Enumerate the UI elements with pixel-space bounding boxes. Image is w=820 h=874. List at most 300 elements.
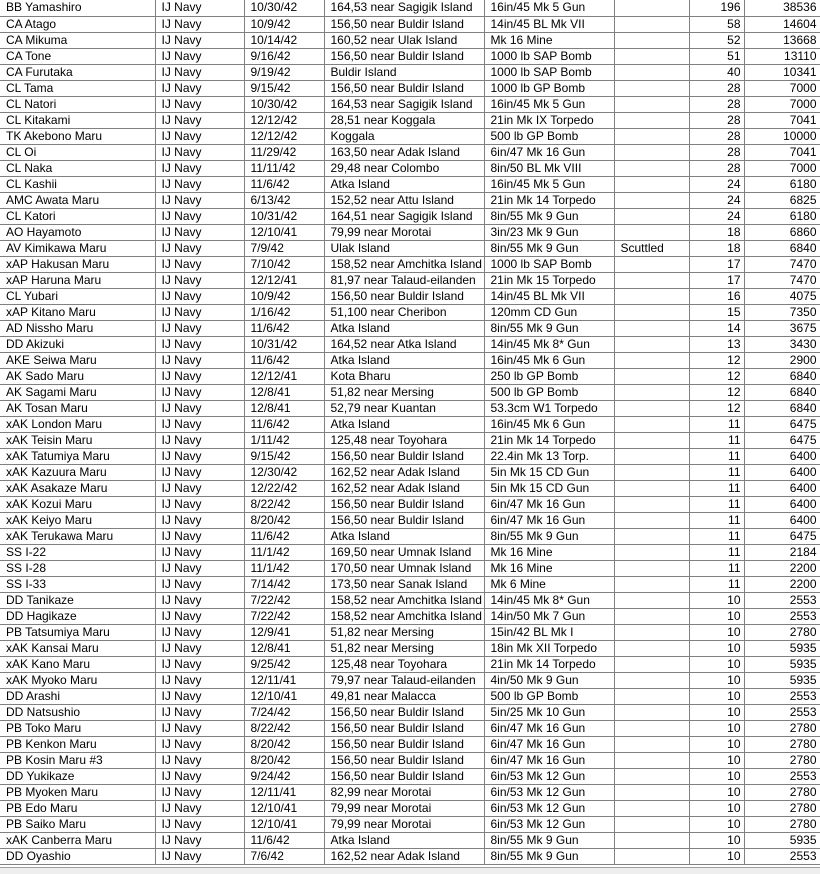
cell-tonnage[interactable]: 6475: [744, 528, 820, 544]
cell-note[interactable]: [614, 624, 689, 640]
cell-nation[interactable]: IJ Navy: [155, 320, 244, 336]
cell-points[interactable]: 11: [689, 480, 744, 496]
cell-weapon[interactable]: 14in/45 BL Mk VII: [484, 288, 614, 304]
cell-points[interactable]: 40: [689, 64, 744, 80]
cell-nation[interactable]: IJ Navy: [155, 288, 244, 304]
table-row[interactable]: [0, 480, 820, 496]
cell-note[interactable]: [614, 576, 689, 592]
table-row[interactable]: [0, 608, 820, 624]
cell-points[interactable]: 10: [689, 832, 744, 848]
cell-note[interactable]: [614, 96, 689, 112]
cell-points[interactable]: 10: [689, 768, 744, 784]
cell-name[interactable]: DD Arashi: [0, 688, 155, 704]
cell-tonnage[interactable]: 6840: [744, 384, 820, 400]
cell-nation[interactable]: IJ Navy: [155, 576, 244, 592]
cell-weapon[interactable]: 6in/53 Mk 12 Gun: [484, 816, 614, 832]
cell-note[interactable]: [614, 224, 689, 240]
cell-location[interactable]: 163,50 near Adak Island: [324, 144, 484, 160]
cell-note[interactable]: [614, 656, 689, 672]
cell-points[interactable]: 17: [689, 256, 744, 272]
cell-nation[interactable]: IJ Navy: [155, 112, 244, 128]
cell-tonnage[interactable]: 5935: [744, 832, 820, 848]
cell-note[interactable]: [614, 672, 689, 688]
cell-tonnage[interactable]: 7041: [744, 112, 820, 128]
cell-tonnage[interactable]: 2780: [744, 784, 820, 800]
table-row[interactable]: [0, 816, 820, 832]
cell-nation[interactable]: IJ Navy: [155, 144, 244, 160]
cell-date[interactable]: 12/12/42: [244, 112, 324, 128]
table-row[interactable]: [0, 736, 820, 752]
cell-points[interactable]: 18: [689, 224, 744, 240]
cell-name[interactable]: DD Natsushio: [0, 704, 155, 720]
cell-points[interactable]: 24: [689, 192, 744, 208]
cell-date[interactable]: 12/30/42: [244, 464, 324, 480]
cell-date[interactable]: 9/16/42: [244, 48, 324, 64]
cell-weapon[interactable]: 16in/45 Mk 6 Gun: [484, 352, 614, 368]
cell-location[interactable]: 51,82 near Mersing: [324, 384, 484, 400]
cell-location[interactable]: Ulak Island: [324, 240, 484, 256]
table-row[interactable]: [0, 272, 820, 288]
cell-name[interactable]: xAK Kano Maru: [0, 656, 155, 672]
cell-location[interactable]: Koggala: [324, 128, 484, 144]
table-row[interactable]: [0, 368, 820, 384]
cell-date[interactable]: 7/22/42: [244, 608, 324, 624]
table-row[interactable]: [0, 800, 820, 816]
cell-points[interactable]: 10: [689, 608, 744, 624]
cell-weapon[interactable]: 1000 lb SAP Bomb: [484, 256, 614, 272]
cell-location[interactable]: 51,100 near Cheribon: [324, 304, 484, 320]
cell-note[interactable]: [614, 128, 689, 144]
cell-location[interactable]: 158,52 near Amchitka Island: [324, 592, 484, 608]
cell-nation[interactable]: IJ Navy: [155, 448, 244, 464]
cell-date[interactable]: 10/14/42: [244, 32, 324, 48]
cell-tonnage[interactable]: 6400: [744, 496, 820, 512]
cell-name[interactable]: xAK Canberra Maru: [0, 832, 155, 848]
cell-points[interactable]: 13: [689, 336, 744, 352]
cell-tonnage[interactable]: 5935: [744, 656, 820, 672]
cell-nation[interactable]: IJ Navy: [155, 416, 244, 432]
cell-location[interactable]: Atka Island: [324, 320, 484, 336]
cell-date[interactable]: 11/11/42: [244, 160, 324, 176]
cell-nation[interactable]: IJ Navy: [155, 208, 244, 224]
cell-name[interactable]: AK Sagami Maru: [0, 384, 155, 400]
table-row[interactable]: [0, 784, 820, 800]
cell-name[interactable]: CL Kashii: [0, 176, 155, 192]
cell-nation[interactable]: IJ Navy: [155, 512, 244, 528]
cell-note[interactable]: [614, 704, 689, 720]
cell-location[interactable]: 156,50 near Buldir Island: [324, 16, 484, 32]
cell-date[interactable]: 9/15/42: [244, 448, 324, 464]
cell-weapon[interactable]: 1000 lb SAP Bomb: [484, 48, 614, 64]
cell-date[interactable]: 12/12/41: [244, 272, 324, 288]
cell-date[interactable]: 7/22/42: [244, 592, 324, 608]
cell-points[interactable]: 52: [689, 32, 744, 48]
cell-date[interactable]: 8/22/42: [244, 496, 324, 512]
table-row[interactable]: [0, 256, 820, 272]
cell-date[interactable]: 7/9/42: [244, 240, 324, 256]
cell-note[interactable]: [614, 0, 689, 16]
cell-weapon[interactable]: 6in/47 Mk 16 Gun: [484, 736, 614, 752]
cell-location[interactable]: 170,50 near Umnak Island: [324, 560, 484, 576]
cell-tonnage[interactable]: 7470: [744, 256, 820, 272]
cell-name[interactable]: xAK London Maru: [0, 416, 155, 432]
cell-points[interactable]: 11: [689, 544, 744, 560]
cell-tonnage[interactable]: 6400: [744, 512, 820, 528]
cell-points[interactable]: 10: [689, 720, 744, 736]
cell-weapon[interactable]: Mk 16 Mine: [484, 32, 614, 48]
cell-location[interactable]: Kota Bharu: [324, 368, 484, 384]
cell-note[interactable]: [614, 304, 689, 320]
cell-location[interactable]: 29,48 near Colombo: [324, 160, 484, 176]
cell-weapon[interactable]: 250 lb GP Bomb: [484, 368, 614, 384]
cell-name[interactable]: xAK Kansai Maru: [0, 640, 155, 656]
cell-location[interactable]: 51,82 near Mersing: [324, 640, 484, 656]
cell-points[interactable]: 12: [689, 368, 744, 384]
cell-tonnage[interactable]: 2780: [744, 736, 820, 752]
cell-name[interactable]: CA Furutaka: [0, 64, 155, 80]
cell-weapon[interactable]: Mk 16 Mine: [484, 560, 614, 576]
cell-points[interactable]: 14: [689, 320, 744, 336]
cell-name[interactable]: AD Nissho Maru: [0, 320, 155, 336]
cell-points[interactable]: 12: [689, 400, 744, 416]
cell-name[interactable]: xAK Myoko Maru: [0, 672, 155, 688]
cell-note[interactable]: [614, 256, 689, 272]
cell-date[interactable]: 12/10/41: [244, 816, 324, 832]
cell-note[interactable]: Scuttled: [614, 240, 689, 256]
cell-weapon[interactable]: 14in/45 Mk 8* Gun: [484, 592, 614, 608]
table-row[interactable]: [0, 240, 820, 256]
cell-date[interactable]: 11/6/42: [244, 176, 324, 192]
table-row[interactable]: [0, 832, 820, 848]
cell-date[interactable]: 11/6/42: [244, 416, 324, 432]
cell-name[interactable]: DD Tanikaze: [0, 592, 155, 608]
table-row[interactable]: [0, 528, 820, 544]
cell-location[interactable]: 158,52 near Amchitka Island: [324, 256, 484, 272]
cell-nation[interactable]: IJ Navy: [155, 304, 244, 320]
cell-nation[interactable]: IJ Navy: [155, 128, 244, 144]
cell-nation[interactable]: IJ Navy: [155, 544, 244, 560]
cell-tonnage[interactable]: 3675: [744, 320, 820, 336]
cell-date[interactable]: 7/6/42: [244, 848, 324, 864]
cell-date[interactable]: 12/8/41: [244, 400, 324, 416]
cell-tonnage[interactable]: 7000: [744, 80, 820, 96]
cell-name[interactable]: DD Yukikaze: [0, 768, 155, 784]
cell-tonnage[interactable]: 2780: [744, 816, 820, 832]
cell-tonnage[interactable]: 6825: [744, 192, 820, 208]
cell-date[interactable]: 11/6/42: [244, 832, 324, 848]
cell-name[interactable]: DD Oyashio: [0, 848, 155, 864]
cell-nation[interactable]: IJ Navy: [155, 688, 244, 704]
cell-weapon[interactable]: 6in/47 Mk 16 Gun: [484, 496, 614, 512]
cell-tonnage[interactable]: 6840: [744, 368, 820, 384]
cell-name[interactable]: DD Akizuki: [0, 336, 155, 352]
cell-points[interactable]: 11: [689, 576, 744, 592]
table-row[interactable]: [0, 464, 820, 480]
cell-note[interactable]: [614, 464, 689, 480]
cell-date[interactable]: 8/20/42: [244, 736, 324, 752]
cell-date[interactable]: 8/20/42: [244, 512, 324, 528]
cell-nation[interactable]: IJ Navy: [155, 224, 244, 240]
cell-note[interactable]: [614, 544, 689, 560]
cell-tonnage[interactable]: 6840: [744, 240, 820, 256]
cell-location[interactable]: 162,52 near Adak Island: [324, 480, 484, 496]
cell-name[interactable]: AK Tosan Maru: [0, 400, 155, 416]
cell-name[interactable]: CL Kitakami: [0, 112, 155, 128]
cell-date[interactable]: 12/11/41: [244, 784, 324, 800]
cell-note[interactable]: [614, 752, 689, 768]
cell-tonnage[interactable]: 6475: [744, 416, 820, 432]
table-row[interactable]: [0, 656, 820, 672]
cell-nation[interactable]: IJ Navy: [155, 464, 244, 480]
cell-date[interactable]: 8/20/42: [244, 752, 324, 768]
table-row[interactable]: [0, 224, 820, 240]
cell-points[interactable]: 24: [689, 176, 744, 192]
cell-date[interactable]: 10/30/42: [244, 96, 324, 112]
cell-weapon[interactable]: 14in/50 Mk 7 Gun: [484, 608, 614, 624]
cell-points[interactable]: 10: [689, 624, 744, 640]
cell-name[interactable]: AKE Seiwa Maru: [0, 352, 155, 368]
cell-name[interactable]: PB Myoken Maru: [0, 784, 155, 800]
cell-note[interactable]: [614, 816, 689, 832]
cell-points[interactable]: 10: [689, 704, 744, 720]
cell-date[interactable]: 7/24/42: [244, 704, 324, 720]
cell-weapon[interactable]: 6in/53 Mk 12 Gun: [484, 784, 614, 800]
cell-date[interactable]: 12/22/42: [244, 480, 324, 496]
cell-note[interactable]: [614, 320, 689, 336]
cell-weapon[interactable]: 5in/25 Mk 10 Gun: [484, 704, 614, 720]
cell-name[interactable]: CL Natori: [0, 96, 155, 112]
cell-points[interactable]: 24: [689, 208, 744, 224]
cell-weapon[interactable]: Mk 6 Mine: [484, 576, 614, 592]
cell-note[interactable]: [614, 640, 689, 656]
cell-points[interactable]: 11: [689, 560, 744, 576]
cell-note[interactable]: [614, 48, 689, 64]
cell-points[interactable]: 28: [689, 160, 744, 176]
cell-date[interactable]: 12/12/41: [244, 368, 324, 384]
cell-points[interactable]: 58: [689, 16, 744, 32]
cell-nation[interactable]: IJ Navy: [155, 592, 244, 608]
cell-weapon[interactable]: 1000 lb GP Bomb: [484, 80, 614, 96]
table-row[interactable]: [0, 192, 820, 208]
table-row[interactable]: [0, 336, 820, 352]
cell-points[interactable]: 16: [689, 288, 744, 304]
cell-weapon[interactable]: 500 lb GP Bomb: [484, 128, 614, 144]
cell-note[interactable]: [614, 432, 689, 448]
cell-location[interactable]: 156,50 near Buldir Island: [324, 736, 484, 752]
cell-tonnage[interactable]: 5935: [744, 640, 820, 656]
cell-note[interactable]: [614, 32, 689, 48]
cell-note[interactable]: [614, 800, 689, 816]
cell-nation[interactable]: IJ Navy: [155, 352, 244, 368]
cell-date[interactable]: 9/24/42: [244, 768, 324, 784]
cell-name[interactable]: xAK Terukawa Maru: [0, 528, 155, 544]
table-row[interactable]: [0, 624, 820, 640]
cell-weapon[interactable]: 8in/55 Mk 9 Gun: [484, 848, 614, 864]
cell-note[interactable]: [614, 592, 689, 608]
cell-nation[interactable]: IJ Navy: [155, 64, 244, 80]
cell-tonnage[interactable]: 2900: [744, 352, 820, 368]
cell-weapon[interactable]: 500 lb GP Bomb: [484, 384, 614, 400]
cell-points[interactable]: 10: [689, 640, 744, 656]
cell-location[interactable]: Atka Island: [324, 832, 484, 848]
table-row[interactable]: [0, 544, 820, 560]
cell-name[interactable]: xAK Keiyo Maru: [0, 512, 155, 528]
cell-nation[interactable]: IJ Navy: [155, 640, 244, 656]
table-row[interactable]: [0, 672, 820, 688]
cell-points[interactable]: 196: [689, 0, 744, 16]
cell-name[interactable]: PB Edo Maru: [0, 800, 155, 816]
cell-location[interactable]: 79,97 near Talaud-eilanden: [324, 672, 484, 688]
cell-weapon[interactable]: 8in/55 Mk 9 Gun: [484, 208, 614, 224]
cell-nation[interactable]: IJ Navy: [155, 816, 244, 832]
cell-name[interactable]: SS I-22: [0, 544, 155, 560]
cell-points[interactable]: 11: [689, 448, 744, 464]
cell-points[interactable]: 10: [689, 656, 744, 672]
cell-location[interactable]: 125,48 near Toyohara: [324, 432, 484, 448]
cell-note[interactable]: [614, 208, 689, 224]
cell-points[interactable]: 11: [689, 512, 744, 528]
cell-location[interactable]: 156,50 near Buldir Island: [324, 512, 484, 528]
cell-date[interactable]: 7/10/42: [244, 256, 324, 272]
table-row[interactable]: [0, 560, 820, 576]
cell-date[interactable]: 10/31/42: [244, 208, 324, 224]
cell-tonnage[interactable]: 2553: [744, 688, 820, 704]
table-row[interactable]: [0, 768, 820, 784]
cell-weapon[interactable]: 8in/55 Mk 9 Gun: [484, 240, 614, 256]
cell-location[interactable]: 156,50 near Buldir Island: [324, 720, 484, 736]
cell-nation[interactable]: IJ Navy: [155, 368, 244, 384]
cell-nation[interactable]: IJ Navy: [155, 800, 244, 816]
cell-tonnage[interactable]: 6840: [744, 400, 820, 416]
table-row[interactable]: [0, 640, 820, 656]
cell-date[interactable]: 12/10/41: [244, 800, 324, 816]
cell-points[interactable]: 12: [689, 384, 744, 400]
cell-nation[interactable]: IJ Navy: [155, 32, 244, 48]
cell-tonnage[interactable]: 2553: [744, 592, 820, 608]
cell-nation[interactable]: IJ Navy: [155, 384, 244, 400]
cell-name[interactable]: xAK Asakaze Maru: [0, 480, 155, 496]
table-row[interactable]: [0, 320, 820, 336]
cell-name[interactable]: AO Hayamoto: [0, 224, 155, 240]
cell-tonnage[interactable]: 7350: [744, 304, 820, 320]
cell-name[interactable]: xAK Tatumiya Maru: [0, 448, 155, 464]
cell-location[interactable]: 164,52 near Atka Island: [324, 336, 484, 352]
table-row[interactable]: [0, 720, 820, 736]
cell-note[interactable]: [614, 400, 689, 416]
cell-name[interactable]: SS I-28: [0, 560, 155, 576]
cell-name[interactable]: PB Toko Maru: [0, 720, 155, 736]
cell-location[interactable]: 156,50 near Buldir Island: [324, 496, 484, 512]
cell-points[interactable]: 11: [689, 464, 744, 480]
cell-name[interactable]: CA Atago: [0, 16, 155, 32]
cell-location[interactable]: 28,51 near Koggala: [324, 112, 484, 128]
table-row[interactable]: [0, 384, 820, 400]
cell-date[interactable]: 11/6/42: [244, 352, 324, 368]
cell-weapon[interactable]: 8in/55 Mk 9 Gun: [484, 320, 614, 336]
table-row[interactable]: [0, 352, 820, 368]
cell-note[interactable]: [614, 688, 689, 704]
cell-note[interactable]: [614, 608, 689, 624]
table-row[interactable]: [0, 416, 820, 432]
cell-date[interactable]: 10/9/42: [244, 16, 324, 32]
cell-tonnage[interactable]: 13668: [744, 32, 820, 48]
cell-date[interactable]: 12/8/41: [244, 640, 324, 656]
cell-tonnage[interactable]: 7000: [744, 96, 820, 112]
cell-nation[interactable]: IJ Navy: [155, 240, 244, 256]
cell-date[interactable]: 12/9/41: [244, 624, 324, 640]
cell-date[interactable]: 12/10/41: [244, 688, 324, 704]
cell-weapon[interactable]: 8in/55 Mk 9 Gun: [484, 832, 614, 848]
cell-note[interactable]: [614, 192, 689, 208]
cell-nation[interactable]: IJ Navy: [155, 400, 244, 416]
cell-location[interactable]: 173,50 near Sanak Island: [324, 576, 484, 592]
cell-nation[interactable]: IJ Navy: [155, 704, 244, 720]
cell-weapon[interactable]: 8in/50 BL Mk VIII: [484, 160, 614, 176]
cell-nation[interactable]: IJ Navy: [155, 48, 244, 64]
cell-weapon[interactable]: 6in/47 Mk 16 Gun: [484, 752, 614, 768]
table-row[interactable]: [0, 400, 820, 416]
cell-note[interactable]: [614, 496, 689, 512]
cell-weapon[interactable]: 22.4in Mk 13 Torp.: [484, 448, 614, 464]
cell-weapon[interactable]: 21in Mk 15 Torpedo: [484, 272, 614, 288]
cell-points[interactable]: 18: [689, 240, 744, 256]
cell-points[interactable]: 28: [689, 112, 744, 128]
cell-name[interactable]: xAP Hakusan Maru: [0, 256, 155, 272]
cell-points[interactable]: 10: [689, 752, 744, 768]
cell-tonnage[interactable]: 5935: [744, 672, 820, 688]
cell-location[interactable]: 158,52 near Amchitka Island: [324, 608, 484, 624]
cell-points[interactable]: 10: [689, 784, 744, 800]
cell-note[interactable]: [614, 80, 689, 96]
cell-weapon[interactable]: 500 lb GP Bomb: [484, 688, 614, 704]
cell-tonnage[interactable]: 2553: [744, 848, 820, 864]
table-row[interactable]: [0, 128, 820, 144]
cell-weapon[interactable]: 16in/45 Mk 5 Gun: [484, 176, 614, 192]
cell-points[interactable]: 10: [689, 816, 744, 832]
cell-points[interactable]: 11: [689, 416, 744, 432]
table-row[interactable]: [0, 592, 820, 608]
cell-nation[interactable]: IJ Navy: [155, 784, 244, 800]
cell-date[interactable]: 10/9/42: [244, 288, 324, 304]
table-row[interactable]: [0, 48, 820, 64]
cell-tonnage[interactable]: 2780: [744, 752, 820, 768]
cell-date[interactable]: 11/29/42: [244, 144, 324, 160]
cell-date[interactable]: 12/12/42: [244, 128, 324, 144]
cell-name[interactable]: BB Yamashiro: [0, 0, 155, 16]
cell-points[interactable]: 11: [689, 432, 744, 448]
cell-location[interactable]: 164,53 near Sagigik Island: [324, 0, 484, 16]
cell-name[interactable]: xAK Kozui Maru: [0, 496, 155, 512]
cell-name[interactable]: CA Mikuma: [0, 32, 155, 48]
cell-location[interactable]: 164,53 near Sagigik Island: [324, 96, 484, 112]
cell-nation[interactable]: IJ Navy: [155, 720, 244, 736]
cell-nation[interactable]: IJ Navy: [155, 480, 244, 496]
cell-points[interactable]: 28: [689, 96, 744, 112]
cell-weapon[interactable]: 16in/45 Mk 5 Gun: [484, 0, 614, 16]
cell-tonnage[interactable]: 6475: [744, 432, 820, 448]
cell-tonnage[interactable]: 2780: [744, 800, 820, 816]
cell-nation[interactable]: IJ Navy: [155, 752, 244, 768]
cell-nation[interactable]: IJ Navy: [155, 608, 244, 624]
cell-points[interactable]: 28: [689, 128, 744, 144]
cell-location[interactable]: Atka Island: [324, 416, 484, 432]
cell-name[interactable]: xAK Teisin Maru: [0, 432, 155, 448]
cell-weapon[interactable]: 14in/45 BL Mk VII: [484, 16, 614, 32]
cell-weapon[interactable]: 6in/47 Mk 16 Gun: [484, 720, 614, 736]
cell-tonnage[interactable]: 10000: [744, 128, 820, 144]
cell-note[interactable]: [614, 384, 689, 400]
cell-name[interactable]: CA Tone: [0, 48, 155, 64]
